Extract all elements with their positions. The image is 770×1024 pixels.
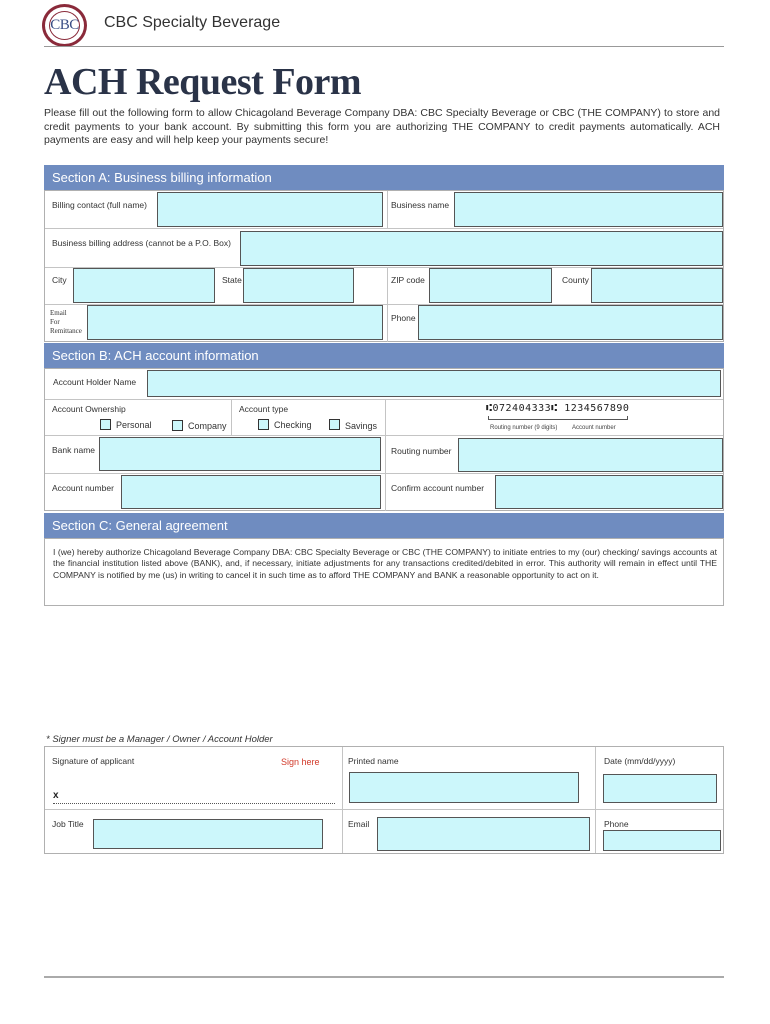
phone-label: Phone <box>391 313 416 323</box>
state-label: State <box>222 275 242 285</box>
email-label: Email <box>348 819 370 829</box>
micr-bracket <box>488 416 628 420</box>
header-divider <box>44 46 724 47</box>
email-label-line: For <box>50 318 60 326</box>
account-number-field[interactable] <box>121 475 381 509</box>
footer-divider <box>44 976 724 978</box>
job-title-label: Job Title <box>52 819 84 829</box>
column-divider <box>387 267 388 342</box>
personal-checkbox[interactable] <box>100 419 111 430</box>
section-b-form <box>44 368 724 511</box>
zip-code-field[interactable] <box>429 268 552 303</box>
personal-option-label: Personal <box>116 420 152 430</box>
business-name-field[interactable] <box>454 192 723 227</box>
row-divider <box>45 473 723 474</box>
agreement-text: I (we) hereby authorize Chicagoland Beverage Company DBA: CBC Specialty Beverage or CBC (THE COMPANY) to initiate entries to my (our) checking/ savings accounts at the financial institution listed above (BANK), and, if necessary, initiate adjustments for any transactions credited/debited in error. This authority will remain in effect until THE COMPANY is notified by me (us) in writing to cancel it in such time as to afford THE COMPANY and BANK a reasonable opportunity to act on it. <box>53 547 717 580</box>
column-divider <box>595 747 596 853</box>
account-holder-field[interactable] <box>147 370 721 397</box>
county-field[interactable] <box>591 268 723 303</box>
row-divider <box>45 228 723 229</box>
intro-text: Please fill out the following form to allow Chicagoland Beverage Company DBA: CBC Specialty Beverage or CBC (THE COMPANY) to store and credit payments to your bank account. By submitting this form you are authorizing THE COMPANY to credit payments automatically. ACH payments are easy and will help keep your payments secure! <box>44 107 720 146</box>
row-divider <box>45 435 723 436</box>
row-divider <box>45 809 723 810</box>
column-divider <box>231 399 232 435</box>
section-c-heading: Section C: General agreement <box>44 513 724 538</box>
check-micr-line: ⑆072404333⑆ 1234567890 <box>486 403 630 414</box>
company-checkbox[interactable] <box>172 420 183 431</box>
city-label: City <box>52 275 67 285</box>
county-label: County <box>562 275 589 285</box>
billing-address-field[interactable] <box>240 231 723 266</box>
section-c-agreement-box <box>44 538 724 606</box>
section-b-heading: Section B: ACH account information <box>44 343 724 368</box>
savings-option-label: Savings <box>345 421 378 431</box>
account-number-note: Account number <box>572 425 616 431</box>
printed-name-label: Printed name <box>348 756 399 766</box>
account-holder-label: Account Holder Name <box>53 377 137 387</box>
company-logo <box>42 4 87 47</box>
confirm-account-field[interactable] <box>495 475 723 509</box>
account-type-label: Account type <box>239 404 289 414</box>
routing-number-note: Routing number (9 digits) <box>490 425 558 431</box>
account-number-label: Account number <box>52 483 114 493</box>
date-field[interactable] <box>603 774 717 803</box>
section-a-heading: Section A: Business billing information <box>44 165 724 190</box>
column-divider <box>385 399 386 511</box>
zip-code-label: ZIP code <box>391 275 425 285</box>
routing-number-label: Routing number <box>391 446 452 456</box>
checking-option-label: Checking <box>274 420 312 430</box>
date-label: Date (mm/dd/yyyy) <box>604 756 676 766</box>
state-field[interactable] <box>243 268 354 303</box>
checking-checkbox[interactable] <box>258 419 269 430</box>
email-label-line: Remittance <box>50 327 82 335</box>
signature-label: Signature of applicant <box>52 756 135 766</box>
company-name: CBC Specialty Beverage <box>104 14 281 31</box>
bank-name-field[interactable] <box>99 437 381 471</box>
phone-field[interactable] <box>418 305 723 340</box>
signature-form <box>44 746 724 854</box>
savings-checkbox[interactable] <box>329 419 340 430</box>
billing-contact-field[interactable] <box>157 192 383 227</box>
company-option-label: Company <box>188 421 227 431</box>
email-field[interactable] <box>377 817 590 851</box>
job-title-field[interactable] <box>93 819 323 849</box>
signature-line[interactable] <box>53 803 335 804</box>
signer-phone-field[interactable] <box>603 830 721 851</box>
logo-text: CBC <box>49 11 80 40</box>
email-remittance-field[interactable] <box>87 305 383 340</box>
business-name-label: Business name <box>391 200 450 210</box>
sign-here-marker: Sign here <box>281 757 320 767</box>
billing-contact-label: Billing contact (full name) <box>52 200 147 210</box>
routing-number-field[interactable] <box>458 438 723 472</box>
signer-note: * Signer must be a Manager / Owner / Account Holder <box>46 734 273 745</box>
column-divider <box>342 747 343 853</box>
billing-address-label: Business billing address (cannot be a P.O. Box) <box>52 238 231 248</box>
city-field[interactable] <box>73 268 215 303</box>
page-title: ACH Request Form <box>44 61 362 103</box>
column-divider <box>387 191 388 228</box>
account-ownership-label: Account Ownership <box>52 404 126 414</box>
row-divider <box>45 399 723 400</box>
email-remittance-label <box>50 309 82 336</box>
email-label-line: Email <box>50 309 67 317</box>
phone-label: Phone <box>604 819 629 829</box>
printed-name-field[interactable] <box>349 772 579 803</box>
bank-name-label: Bank name <box>52 445 95 455</box>
signature-x-mark: x <box>53 790 59 801</box>
section-a-form <box>44 190 724 342</box>
confirm-account-label: Confirm account number <box>391 483 485 493</box>
